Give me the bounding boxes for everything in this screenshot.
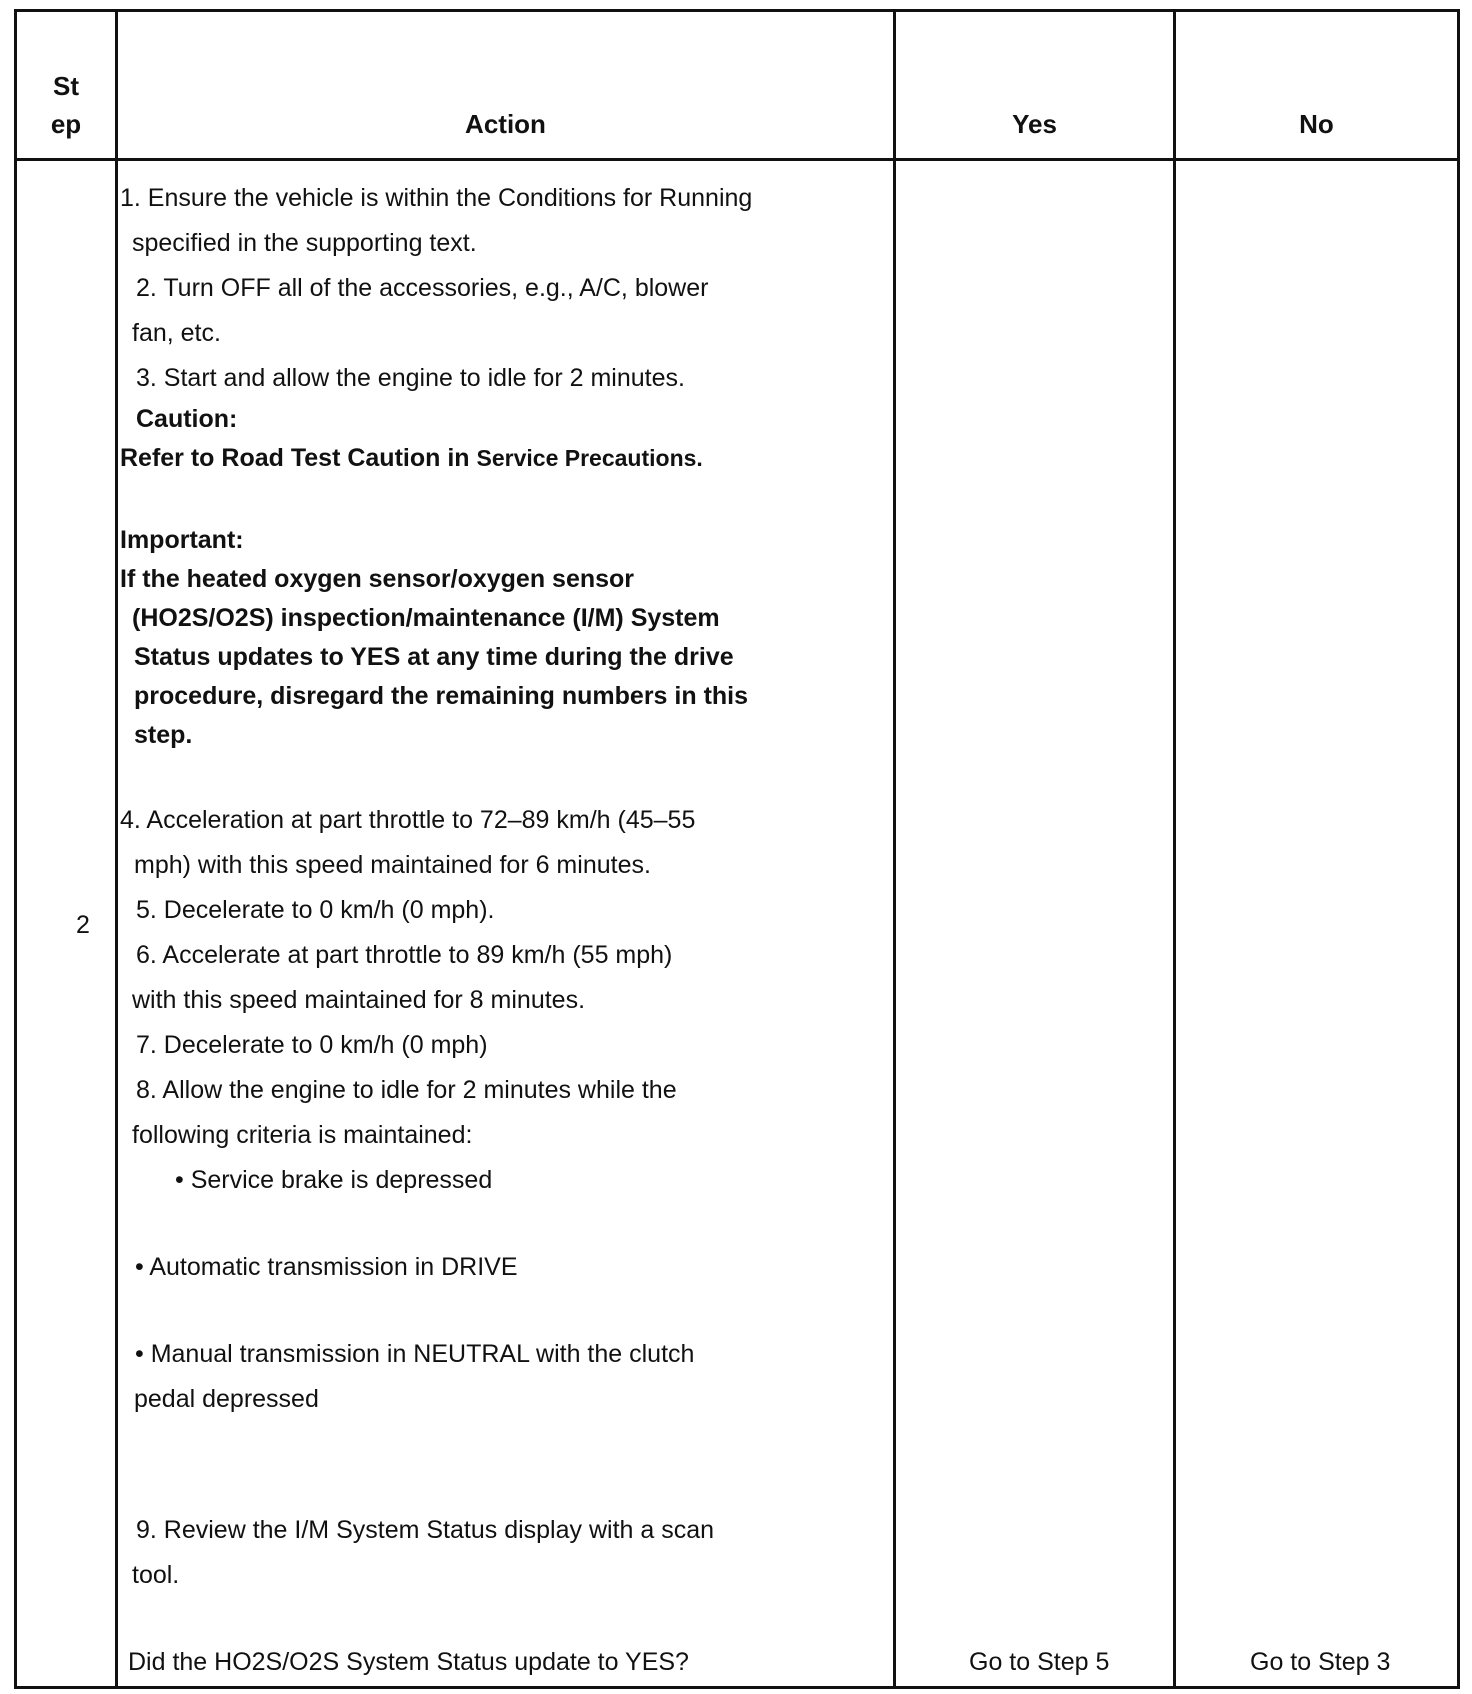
- action-line: specified in the supporting text.: [132, 229, 477, 257]
- caution-text: [120, 443, 703, 473]
- action-line: 5. Decelerate to 0 km/h (0 mph).: [136, 896, 495, 924]
- action-line: mph) with this speed maintained for 6 minutes.: [134, 851, 651, 879]
- action-line: 7. Decelerate to 0 km/h (0 mph): [136, 1031, 488, 1059]
- action-line: 8. Allow the engine to idle for 2 minutes while the: [136, 1076, 677, 1104]
- step-number: 2: [76, 911, 90, 939]
- column-divider-step: [115, 9, 118, 1689]
- column-divider-action: [893, 9, 896, 1689]
- question-line: Did the HO2S/O2S System Status update to YES?: [128, 1648, 689, 1676]
- caution-text-body: Refer to Road Test Caution in: [120, 444, 470, 472]
- header-divider: [14, 158, 1460, 161]
- table-border-top: [14, 9, 1460, 12]
- action-line: 2. Turn OFF all of the accessories, e.g., A/C, blower: [136, 274, 709, 302]
- important-line: If the heated oxygen sensor/oxygen sensor: [120, 565, 635, 593]
- table-border-bottom: [14, 1686, 1460, 1689]
- criteria-bullet: • Service brake is depressed: [175, 1166, 493, 1194]
- header-step-line2: ep: [50, 109, 82, 139]
- column-divider-yes: [1173, 9, 1176, 1689]
- header-action: Action: [465, 109, 546, 139]
- criteria-bullet: • Automatic transmission in DRIVE: [135, 1253, 518, 1281]
- table-border-left: [14, 9, 17, 1689]
- important-line: (HO2S/O2S) inspection/maintenance (I/M) System: [132, 604, 720, 632]
- important-title: Important:: [120, 526, 244, 554]
- action-line: with this speed maintained for 8 minutes.: [132, 986, 586, 1014]
- table-border-right: [1457, 9, 1460, 1689]
- header-no: No: [1299, 109, 1334, 139]
- no-outcome: Go to Step 3: [1250, 1648, 1391, 1676]
- yes-outcome: Go to Step 5: [969, 1648, 1110, 1676]
- action-line: fan, etc.: [132, 319, 221, 347]
- service-precautions-link[interactable]: Service Precautions.: [476, 445, 703, 471]
- action-line: 9. Review the I/M System Status display with a scan: [136, 1516, 715, 1544]
- action-line: 3. Start and allow the engine to idle for 2 minutes.: [136, 364, 685, 392]
- important-line: step.: [134, 721, 193, 749]
- criteria-bullet: • Manual transmission in NEUTRAL with the clutch: [135, 1340, 695, 1368]
- header-yes: Yes: [1012, 109, 1057, 139]
- action-line: tool.: [132, 1561, 180, 1589]
- header-step: [17, 67, 115, 143]
- important-line: Status updates to YES at any time during the drive: [134, 643, 734, 671]
- action-line: pedal depressed: [134, 1385, 319, 1413]
- important-line: procedure, disregard the remaining numbers in this: [134, 682, 749, 710]
- caution-title: Caution:: [136, 405, 238, 433]
- action-line: following criteria is maintained:: [132, 1121, 473, 1149]
- action-line: 4. Acceleration at part throttle to 72–89 km/h (45–55: [120, 806, 696, 834]
- action-line: 1. Ensure the vehicle is within the Conditions for Running: [120, 184, 753, 212]
- header-step-line1: St: [53, 71, 79, 101]
- action-line: 6. Accelerate at part throttle to 89 km/h (55 mph): [136, 941, 673, 969]
